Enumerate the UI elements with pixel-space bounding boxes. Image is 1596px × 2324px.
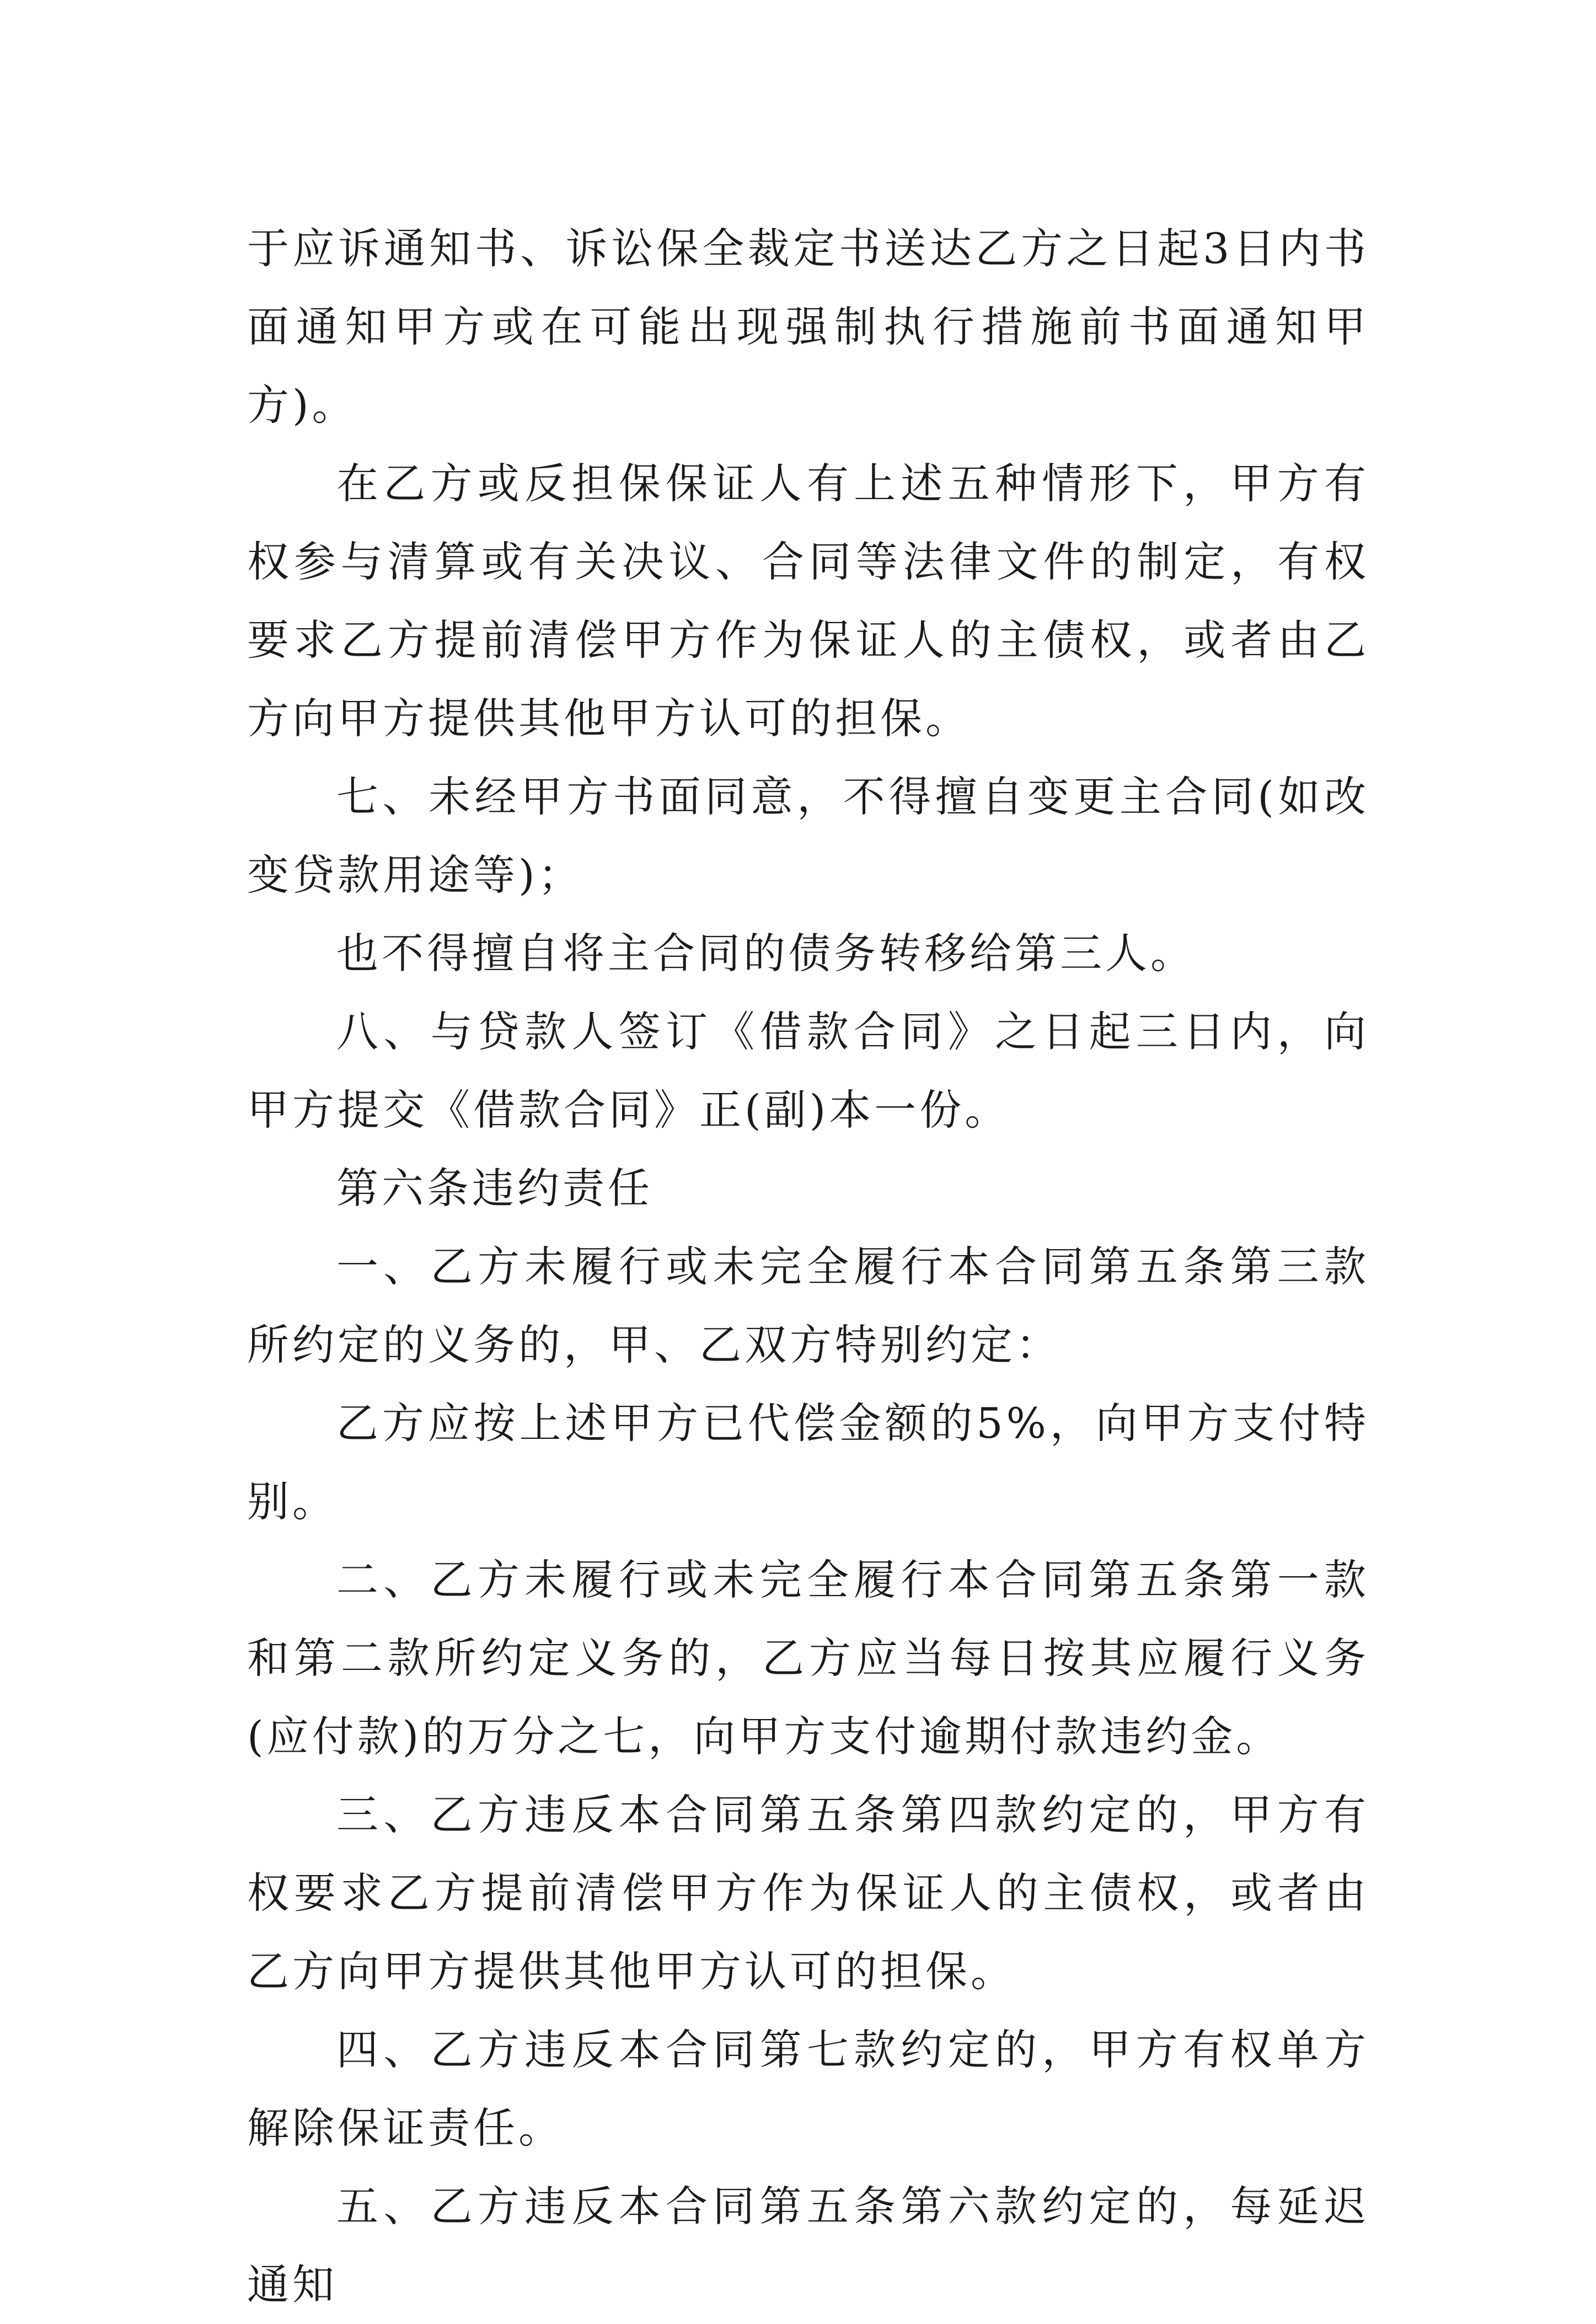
paragraph-12: 五、乙方违反本合同第五条第六款约定的，每延迟通知	[247, 2182, 1369, 2309]
paragraph-2: 在乙方或反担保保证人有上述五种情形下，甲方有权参与清算或有关决议、合同等法律文件的制定，有权要求乙方提前清偿甲方作为保证人的主债权，或者由乙方向甲方提供其他甲方认可的担保。	[247, 459, 1369, 743]
paragraph-8: 乙方应按上述甲方已代偿金额的5%，向甲方支付特别。	[247, 1399, 1369, 1526]
paragraph-10: 三、乙方违反本合同第五条第四款约定的，甲方有权要求乙方提前清偿甲方作为保证人的主债权，或者由乙方向甲方提供其他甲方认可的担保。	[247, 1790, 1369, 1996]
document-body	[247, 210, 1369, 2324]
paragraph-1: 于应诉通知书、诉讼保全裁定书送达乙方之日起3日内书面通知甲方或在可能出现强制执行措施前书面通知甲方)。	[247, 224, 1369, 430]
paragraph-7: 一、乙方未履行或未完全履行本合同第五条第三款所约定的义务的，甲、乙双方特别约定：	[247, 1242, 1369, 1369]
paragraph-11: 四、乙方违反本合同第七款约定的，甲方有权单方解除保证责任。	[247, 2025, 1369, 2152]
section-heading: 第六条违约责任	[336, 1164, 653, 1213]
paragraph-4: 也不得擅自将主合同的债务转移给第三人。	[336, 929, 1196, 978]
paragraph-3: 七、未经甲方书面同意，不得擅自变更主合同(如改变贷款用途等)；	[247, 772, 1369, 899]
paragraph-9: 二、乙方未履行或未完全履行本合同第五条第一款和第二款所约定义务的，乙方应当每日按其应履行义务(应付款)的万分之七，向甲方支付逾期付款违约金。	[247, 1555, 1369, 1761]
paragraph-5: 八、与贷款人签订《借款合同》之日起三日内，向甲方提交《借款合同》正(副)本一份。	[247, 1007, 1369, 1134]
